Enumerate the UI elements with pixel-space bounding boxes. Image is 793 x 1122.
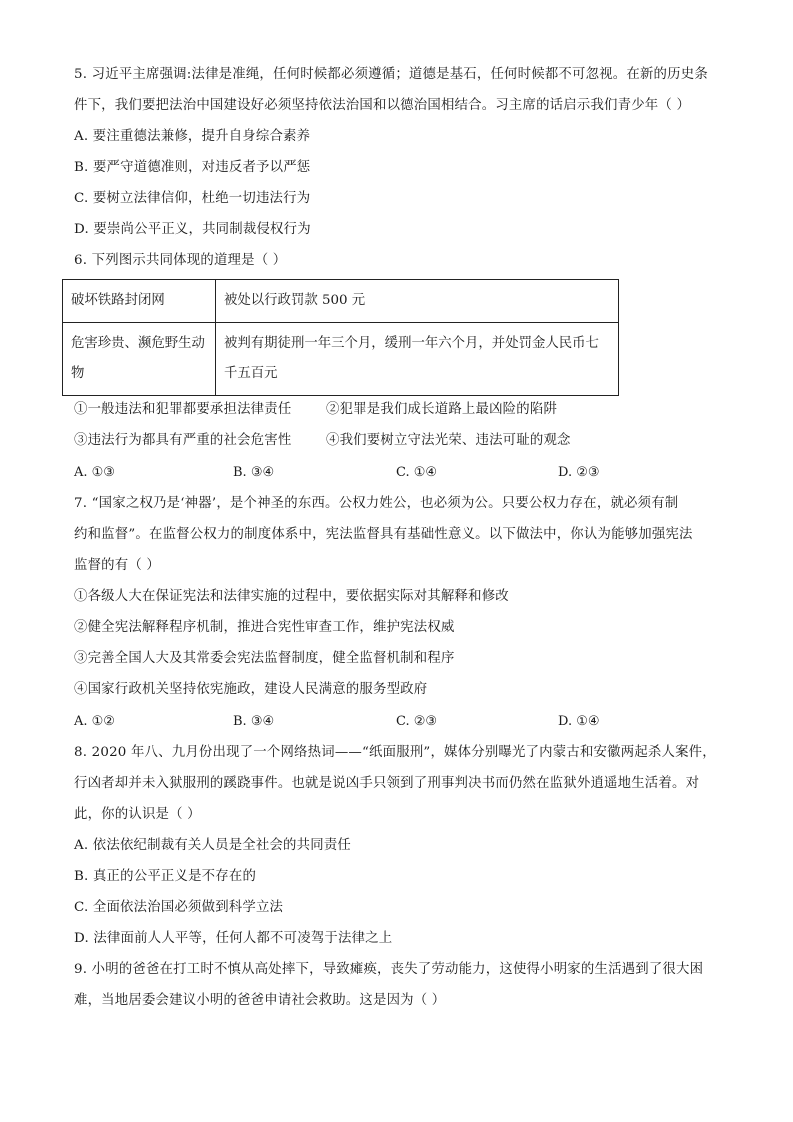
q6-option-a: A. ①③	[74, 465, 115, 480]
q6-table	[62, 279, 619, 396]
q5-stem-line2: 件下，我们要把法治中国建设好必须坚持依法治国和以德治国相结合。习主席的话启示我们青少年（ ）	[74, 98, 691, 113]
q7-statement-3: ③完善全国人大及其常委会宪法监督制度，健全监督机制和程序	[74, 651, 455, 666]
q8-option-c: C. 全面依法治国必须做到科学立法	[74, 900, 284, 915]
q7-option-b: B. ③④	[233, 714, 275, 729]
q8-stem-line2: 行凶者却并未入狱服刑的蹊跷事件。也就是说凶手只领到了刑事判决书而仍然在监狱外逍遥地生活着。对	[74, 776, 700, 791]
q6-option-b: B. ③④	[233, 465, 275, 480]
q7-option-c: C. ②③	[396, 714, 438, 729]
q5-option-a: A. 要注重德法兼修，提升自身综合素养	[74, 129, 311, 144]
q6-statement-3: ③违法行为都具有严重的社会危害性	[74, 433, 292, 448]
q6-option-c: C. ①④	[396, 465, 438, 480]
q7-option-d: D. ①④	[558, 714, 600, 729]
q8-option-d: D. 法律面前人人平等，任何人都不可凌驾于法律之上	[74, 931, 393, 946]
q5-option-b: B. 要严守道德准则，对违反者予以严惩	[74, 160, 311, 175]
q6-statement-4: ④我们要树立守法光荣、违法可耻的观念	[326, 433, 571, 448]
q6-cell-action-2	[63, 323, 216, 396]
q8-option-a: A. 依法依纪制裁有关人员是全社会的共同责任	[74, 838, 352, 853]
q7-statement-1: ①各级人大在保证宪法和法律实施的过程中，要依据实际对其解释和修改	[74, 589, 509, 604]
q9-stem-line1: 9. 小明的爸爸在打工时不慎从高处摔下，导致瘫痪，丧失了劳动能力，这使得小明家的生活遇到了很大困	[74, 962, 704, 977]
q7-statement-4: ④国家行政机关坚持依宪施政，建设人民满意的服务型政府	[74, 682, 428, 697]
q9-stem-line2: 难，当地居委会建议小明的爸爸申请社会救助。这是因为（ ）	[74, 993, 446, 1008]
q6-statement-2: ②犯罪是我们成长道路上最凶险的陷阱	[326, 402, 558, 417]
q6-statement-1: ①一般违法和犯罪都要承担法律责任	[74, 402, 292, 417]
q6-cell-penalty-2-line1: 被判有期徒刑一年三个月，缓刑一年六个月，并处罚金人民币七	[224, 336, 599, 351]
q6-stem: 6. 下列图示共同体现的道理是（ ）	[74, 253, 287, 268]
q6-cell-penalty-2-line2: 千五百元	[224, 366, 278, 381]
q7-stem-line3: 监督的有（ ）	[74, 558, 160, 573]
q5-stem-line1: 5. 习近平主席强调:法律是准绳，任何时候都必须遵循；道德是基石，任何时候都不可忽视。在新的历史条	[74, 67, 708, 82]
q5-option-c: C. 要树立法律信仰，杜绝一切违法行为	[74, 191, 311, 206]
q6-cell-action-2-line2: 物	[71, 366, 85, 381]
q6-option-d: D. ②③	[558, 465, 600, 480]
q7-statement-2: ②健全宪法解释程序机制，推进合宪性审查工作，维护宪法权威	[74, 620, 455, 635]
q8-stem-line1: 8. 2020 年八、九月份出现了一个网络热词——“纸面服刑”，媒体分别曝光了内蒙古和安徽两起杀人案件，	[74, 745, 716, 760]
q8-stem-line3: 此，你的认识是（ ）	[74, 807, 201, 822]
q6-table-row	[63, 280, 619, 323]
q7-stem-line1: 7. “国家之权乃是‘神器’，是个神圣的东西。公权力姓公，也必须为公。只要公权力存在，就必须有制	[74, 496, 679, 511]
q6-cell-penalty-1: 被处以行政罚款 500 元	[216, 280, 619, 323]
q8-option-b: B. 真正的公平正义是不存在的	[74, 869, 257, 884]
q5-option-d: D. 要崇尚公平正义，共同制裁侵权行为	[74, 222, 311, 237]
q6-cell-action-2-line1: 危害珍贵、濒危野生动	[71, 336, 205, 351]
q6-cell-action-1: 破坏铁路封闭网	[63, 280, 216, 323]
q7-option-a: A. ①②	[74, 714, 115, 729]
q6-cell-penalty-2	[216, 323, 619, 396]
q7-stem-line2: 约和监督”。在监督公权力的制度体系中，宪法监督具有基础性意义。以下做法中，你认为能够加强宪法	[74, 527, 693, 542]
q6-table-row	[63, 323, 619, 396]
